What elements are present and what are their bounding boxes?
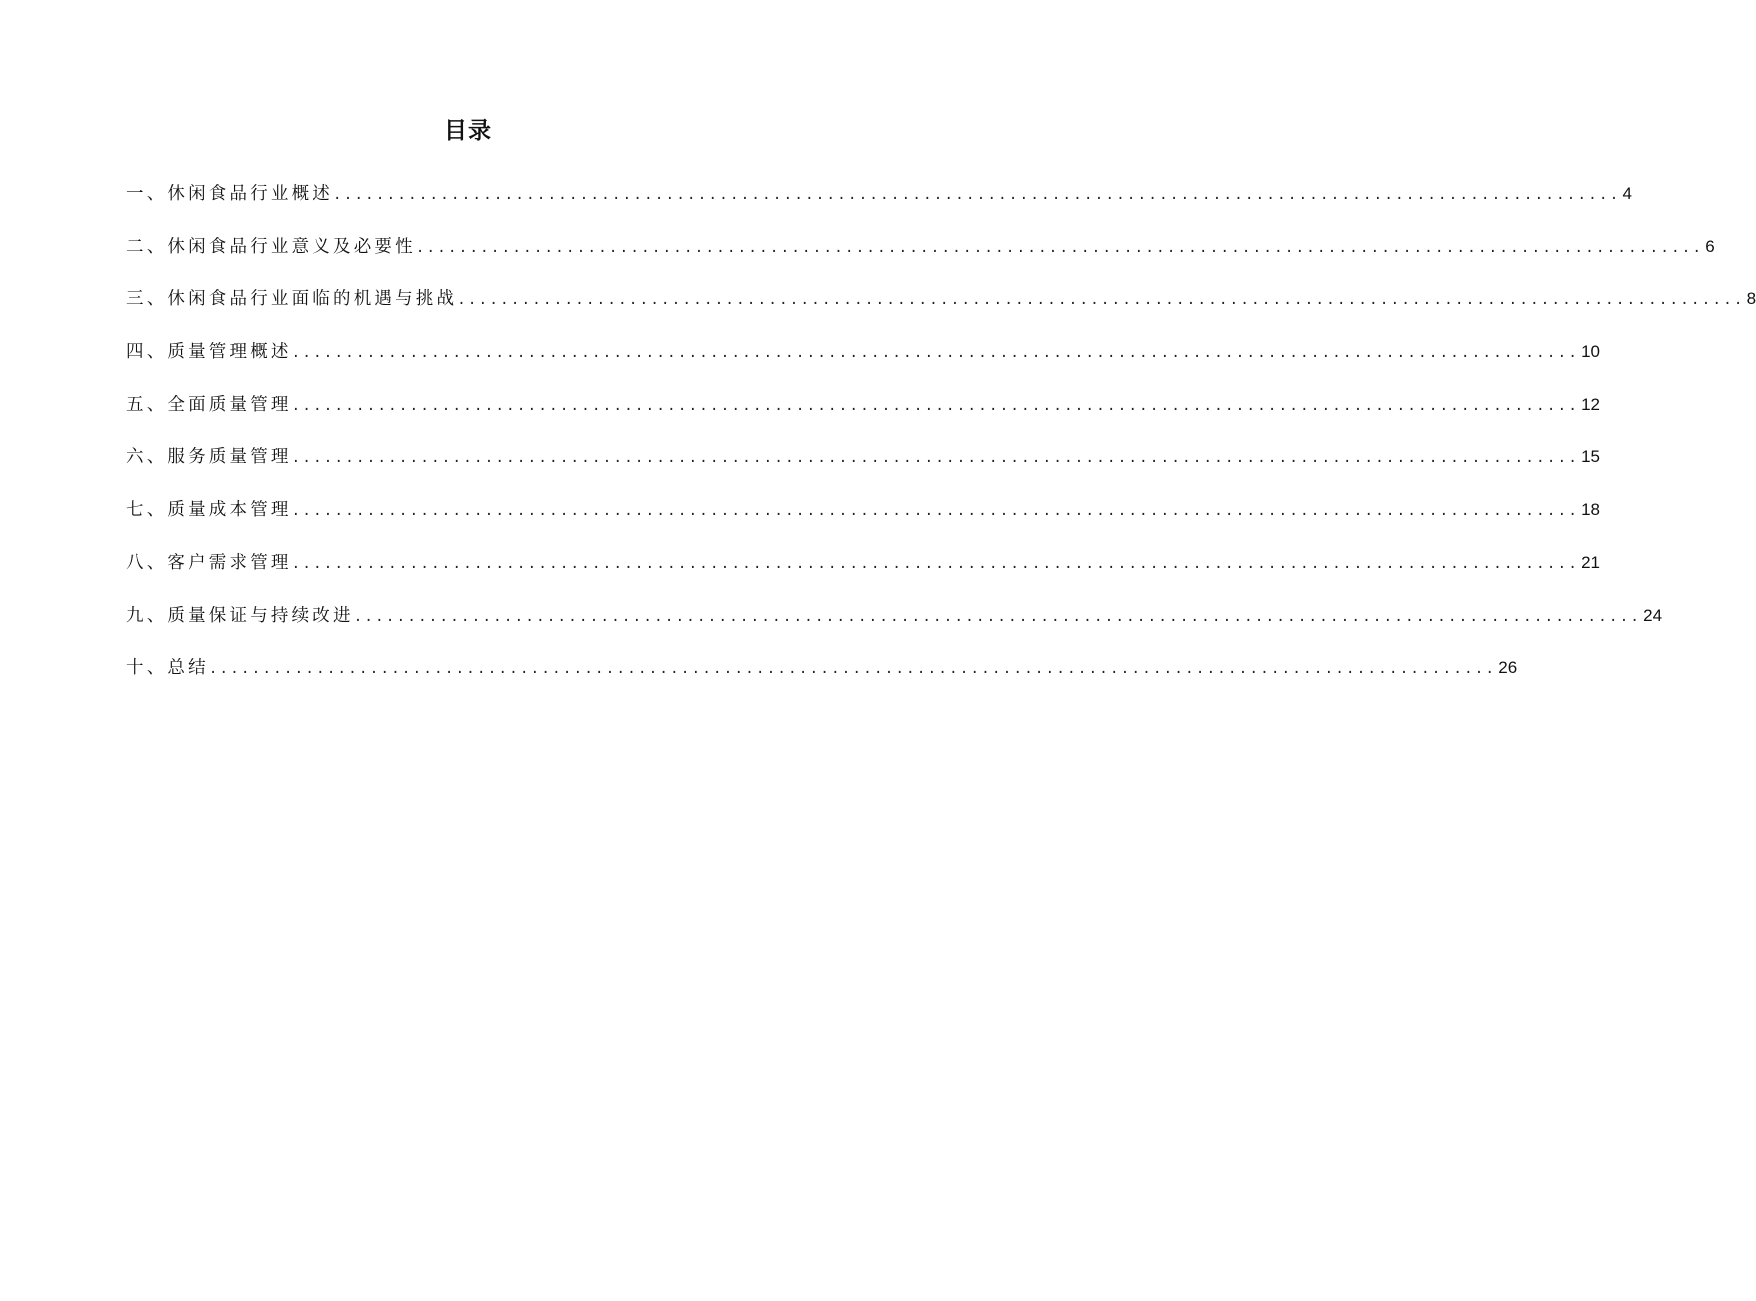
toc-entry-label: 十、总结 — [126, 658, 209, 679]
toc-leader-dots: ........................................................................................................................ — [291, 397, 1580, 414]
toc-entry-page: 15 — [1581, 447, 1600, 467]
toc-leader-dots: ........................................................................................................................ — [291, 345, 1580, 362]
toc-entry-label: 一、休闲食品行业概述 — [126, 184, 333, 204]
toc-entry[interactable] — [126, 654, 1518, 707]
toc-entry[interactable] — [126, 549, 1600, 602]
toc-entry-page: 24 — [1643, 605, 1663, 625]
toc-entry-page: 10 — [1581, 342, 1600, 362]
toc-leader-dots: ........................................................................................................................ — [333, 187, 1621, 203]
toc-entry-page: 8 — [1746, 289, 1756, 309]
toc-entry-page: 26 — [1498, 658, 1518, 678]
toc-entry-label: 五、全面质量管理 — [126, 394, 292, 415]
toc-entry[interactable] — [126, 233, 1715, 286]
toc-title: 目录 — [444, 118, 492, 144]
table-of-contents — [126, 180, 1756, 707]
toc-leader-dots: ........................................................................................................................ — [457, 292, 1745, 309]
toc-leader-dots: ........................................................................................................................ — [291, 503, 1580, 520]
toc-leader-dots: ........................................................................................................................ — [353, 608, 1642, 625]
toc-entry-label: 二、休闲食品行业意义及必要性 — [126, 236, 416, 257]
toc-entry[interactable] — [126, 602, 1663, 655]
toc-entry-page: 12 — [1581, 394, 1600, 414]
toc-entry-page: 21 — [1581, 552, 1600, 572]
toc-entry-label: 八、客户需求管理 — [126, 552, 292, 573]
toc-entry[interactable] — [126, 496, 1600, 549]
toc-leader-dots: ........................................................................................................................ — [208, 661, 1497, 678]
toc-entry-label: 三、休闲食品行业面临的机遇与挑战 — [126, 289, 458, 310]
toc-entry-page: 6 — [1705, 236, 1715, 256]
toc-entry-page: 18 — [1581, 500, 1600, 520]
toc-entry-page: 4 — [1622, 184, 1632, 203]
toc-entry[interactable] — [126, 391, 1600, 444]
toc-entry[interactable] — [126, 285, 1756, 338]
toc-entry[interactable] — [126, 443, 1600, 496]
toc-entry-label: 七、质量成本管理 — [126, 500, 292, 521]
toc-leader-dots: ........................................................................................................................ — [415, 239, 1704, 256]
toc-entry-label: 六、服务质量管理 — [126, 447, 292, 468]
toc-entry[interactable] — [126, 338, 1600, 391]
toc-leader-dots: ........................................................................................................................ — [291, 555, 1580, 572]
toc-entry-label: 四、质量管理概述 — [126, 342, 292, 363]
toc-entry[interactable] — [126, 180, 1632, 233]
toc-leader-dots: ........................................................................................................................ — [291, 450, 1580, 467]
toc-entry-label: 九、质量保证与持续改进 — [126, 605, 354, 626]
